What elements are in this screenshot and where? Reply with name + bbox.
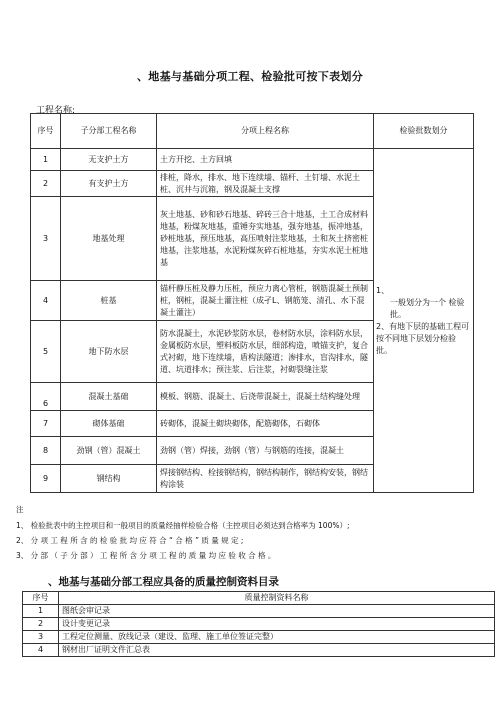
row-sub: 砌体基础 — [61, 411, 157, 437]
table-header-row — [31, 114, 474, 149]
row-doc-name: 图纸会审记录 — [59, 605, 495, 618]
row-items: 防水混凝土，水泥砂浆防水层，卷材防水层，涂料防水层，金属板防水层，塑料板防水层，细部构造，喷锚支护，复合式衬砌，地下连续墙，盾构法隧道；渗排水，盲沟排水，隧道、坑道排水；预注浆、后注浆，衬砌裂缝注浆 — [157, 321, 374, 383]
row-doc-name: 设计变更记录 — [59, 618, 495, 631]
row-items: 模板、钢筋、混凝土、后浇带混凝土，混凝土结构缝处理 — [157, 383, 374, 411]
quality-docs-table — [22, 591, 495, 657]
header-items: 分项上程名称 — [157, 114, 374, 149]
row-no: 3 — [23, 631, 59, 644]
row-sub: 地基处理 — [61, 197, 157, 281]
row-sub: 桩基 — [61, 281, 157, 321]
row-sub: 地下防水层 — [61, 321, 157, 383]
note-label: 注 — [16, 505, 24, 514]
row-no: 2 — [23, 618, 59, 631]
row-sub: 无支护土方 — [61, 149, 157, 171]
batch-line-3: 2、有地下层的基础工程可按不同地下层划分检验批。 — [376, 321, 470, 355]
row-no: 5 — [31, 321, 61, 383]
header-no: 序号 — [31, 114, 61, 149]
project-name-label: 工程名称: — [36, 106, 76, 116]
header-batch: 检验批数划分 — [374, 114, 474, 149]
row-items: 砖砌体，混凝土砌块砌体，配筋砌体，石砌体 — [157, 411, 374, 437]
header-sub: 子分部工程名称 — [61, 114, 157, 149]
table-row — [23, 618, 495, 631]
row-items: 焊接钢结构、栓接钢结构，钢结构制作，钢结构安装，钢结构涂装 — [157, 465, 374, 493]
header-no: 序号 — [23, 592, 59, 605]
row-no: 2 — [31, 171, 61, 197]
row-no: 9 — [31, 465, 61, 493]
batch-division-cell — [374, 149, 474, 493]
row-no: 1 — [31, 149, 61, 171]
row-no: 7 — [31, 411, 61, 437]
row-items: 土方开挖、土方回填 — [157, 149, 374, 171]
row-items: 劲钢（管）焊接，劲钢（管）与钢筋的连接，混凝土 — [157, 437, 374, 465]
row-no: 1 — [23, 605, 59, 618]
row-doc-name: 工程定位测量、放线记录（建设、监理、施工单位签证完整） — [59, 631, 495, 644]
row-no: 3 — [31, 197, 61, 281]
page-title: 、地基与基础分项工程、检验批可按下表划分 — [137, 70, 363, 83]
note-1: 1、 检验批表中的主控项目和一般项目的质量经抽样检验合格（主控项目必须达到合格率为 100%）; — [16, 521, 350, 530]
row-sub: 混凝土基础 — [61, 383, 157, 411]
batch-line-1: 1、 — [376, 285, 390, 295]
row-no: 8 — [31, 437, 61, 465]
row-sub: 有支护土方 — [61, 171, 157, 197]
row-no: 4 — [31, 281, 61, 321]
row-sub: 钢结构 — [61, 465, 157, 493]
note-2: 2、 分 项 工 程 所 含 的 检 验 批 均 应 符 合 “ 合 格 ” 质 量 规 定 ; — [16, 536, 244, 545]
section-title: 、地基与基础分部工程应具备的质量控制资料目录 — [48, 576, 279, 588]
row-items: 灰土地基、砂和砂石地基、碎砖三合十地基，土工合成材料地基，粉煤灰地基，重锤夯实地基，强夯地基，振冲地基，砂桩地基，预压地基，高压喷射注浆地基，土和灰土挤密桩地基，注浆地基，水泥粉煤灰碎石桩地基，夯实水泥土桩地基 — [157, 197, 374, 281]
subdivision-table — [30, 113, 474, 493]
table-row — [31, 149, 474, 171]
row-no: 4 — [23, 644, 59, 657]
note-3: 3、 分 部 （ 子 分 部 ） 工 程 所 含 分 项 工 程 的 质 量 均 应 验 收 合 格 。 — [16, 551, 276, 560]
row-items: 锚杆静压桩及静力压桩，预应力离心管桩，钢筋混凝土预制桩，钢桩，混凝土灌注桩（成孑L、钢筋笼、清孔、水下混凝土灌注） — [157, 281, 374, 321]
header-doc-name: 质量控制资料名称 — [59, 592, 495, 605]
table-row — [23, 605, 495, 618]
row-sub: 劲钢（管）混凝土 — [61, 437, 157, 465]
row-no: 6 — [31, 383, 61, 411]
row-doc-name: 钢材出厂证明文件汇总表 — [59, 644, 495, 657]
table-header-row — [23, 592, 495, 605]
table-row — [23, 644, 495, 657]
table-row — [23, 631, 495, 644]
row-items: 排桩，降水，排水、地下连续墙、锚杆、土钉墙、水泥土桩、沉井与沉箱，钢及混凝土支撑 — [157, 171, 374, 197]
batch-line-2: 一般划分为一个 检验批。 — [390, 297, 465, 319]
